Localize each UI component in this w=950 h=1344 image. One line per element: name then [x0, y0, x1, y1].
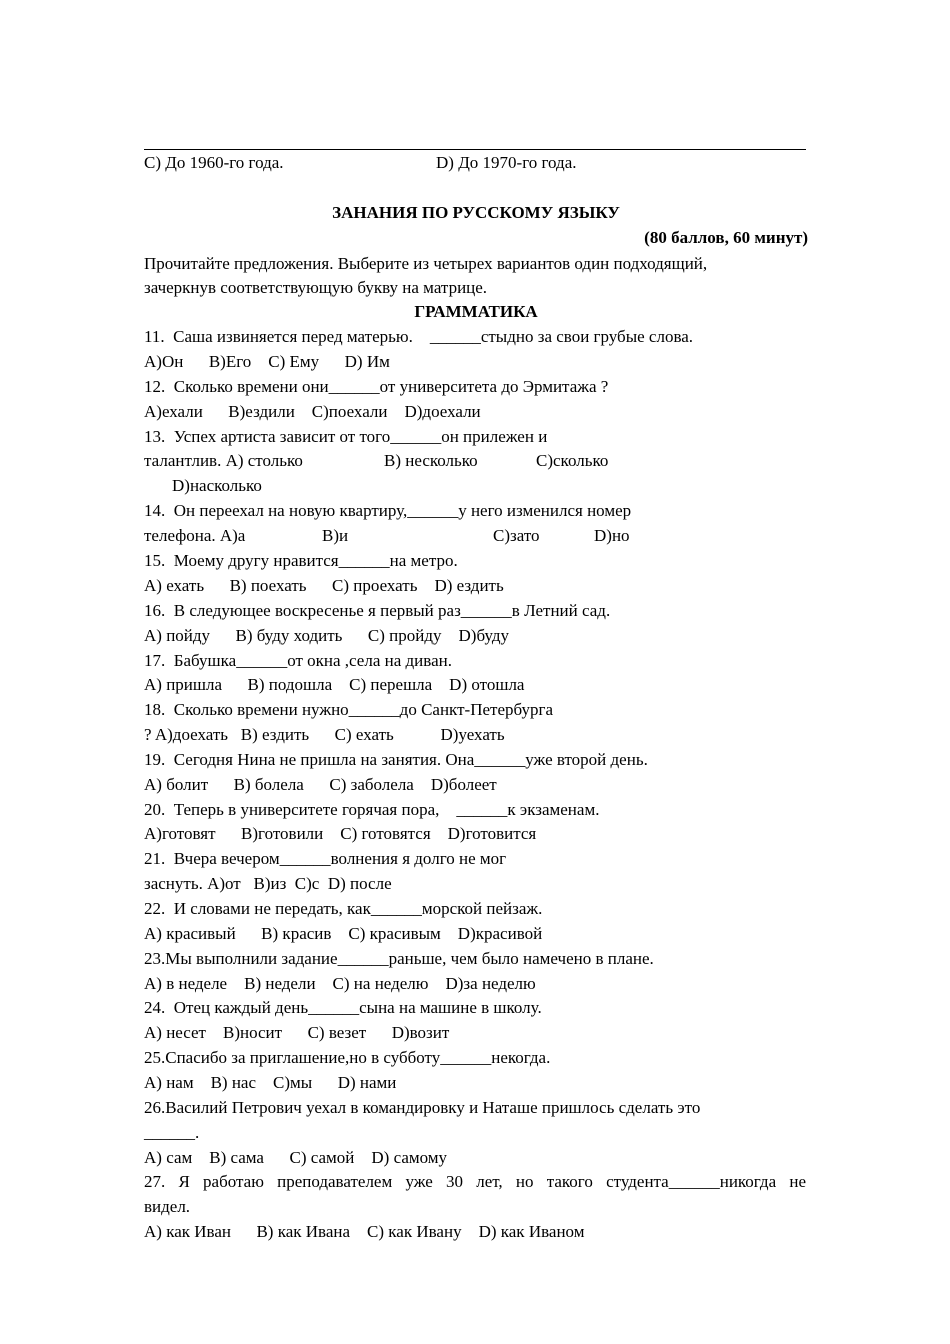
answers-27: A) как Иван B) как Ивана C) как Ивану D) как Иваном	[144, 1222, 585, 1241]
question-26: 26.Василий Петрович уехал в командировку и Наташе пришлось сделать это	[144, 1098, 701, 1117]
question-19: 19. Сегодня Нина не пришла на занятия. Она______уже второй день.	[144, 750, 648, 769]
question-12: 12. Сколько времени они______от университета до Эрмитажа ?	[144, 377, 609, 396]
answers-24: A) несет B)носит C) везет D)возит	[144, 1023, 450, 1042]
question-15: 15. Моему другу нравится______на метро.	[144, 551, 458, 570]
answers-18: ? A)доехать B) ездить C) ехать D)уехать	[144, 725, 505, 744]
prev-option-d: D) До 1970-го года.	[436, 153, 577, 172]
document-page	[144, 0, 808, 1344]
answers-17: A) пришла B) подошла C) перешла D) отошла	[144, 675, 525, 694]
question-24: 24. Отец каждый день______сына на машине в школу.	[144, 998, 542, 1017]
question-17: 17. Бабушка______от окна ,села на диван.	[144, 651, 452, 670]
question-22: 22. И словами не передать, как______морской пейзаж.	[144, 899, 543, 918]
question-23: 23.Мы выполнили задание______раньше, чем было намечено в плане.	[144, 949, 654, 968]
answer-14-a: телефона. A)а	[144, 526, 246, 545]
question-25: 25.Спасибо за приглашение,но в субботу______некогда.	[144, 1048, 551, 1067]
answers-19: A) болит B) болела C) заболела D)болеет	[144, 775, 497, 794]
instruction-line-2: зачеркнув соответствующую букву на матрице.	[144, 278, 488, 297]
section-title: ГРАММАТИКА	[414, 302, 538, 321]
question-16: 16. В следующее воскресенье я первый раз______в Летний сад.	[144, 601, 611, 620]
answer-13-a: талантлив. A) столько	[144, 451, 303, 470]
separator-line	[144, 149, 806, 150]
answer-13-b: B) несколько	[384, 451, 478, 470]
question-11: 11. Саша извиняется перед матерью. ______стыдно за свои грубые слова.	[144, 327, 694, 346]
answer-13-d: D)насколько	[172, 476, 262, 495]
answers-21: заснуть. A)от B)из C)с D) после	[144, 874, 392, 893]
answers-26: A) сам B) сама C) самой D) самому	[144, 1148, 448, 1167]
answer-14-b: B)и	[322, 526, 349, 545]
question-27: 27. Я работаю преподавателем уже 30 лет, но такого студента______никогда не	[144, 1172, 806, 1191]
answer-13-c: C)сколько	[536, 451, 609, 470]
answer-14-c: C)зато	[493, 526, 540, 545]
points-note: (80 баллов, 60 минут)	[644, 228, 808, 247]
answers-11: A)Он B)Его C) Ему D) Им	[144, 352, 390, 371]
answers-22: A) красивый B) красив C) красивым D)красивой	[144, 924, 543, 943]
question-21: 21. Вчера вечером______волнения я долго не мог	[144, 849, 507, 868]
question-27-cont: видел.	[144, 1197, 191, 1216]
question-18: 18. Сколько времени нужно______до Санкт-Петербурга	[144, 700, 554, 719]
question-26-blank: ______.	[144, 1123, 200, 1142]
question-20: 20. Теперь в университете горячая пора, ______к экзаменам.	[144, 800, 600, 819]
answers-15: A) ехать B) поехать C) проехать D) ездить	[144, 576, 504, 595]
page-title: ЗАНАНИЯ ПО РУССКОМУ ЯЗЫКУ	[332, 203, 620, 222]
answer-14-d: D)но	[594, 526, 630, 545]
answers-16: A) пойду B) буду ходить C) пройду D)буду	[144, 626, 510, 645]
question-13: 13. Успех артиста зависит от того______он прилежен и	[144, 427, 548, 446]
instruction-line-1: Прочитайте предложения. Выберите из четырех вариантов один подходящий,	[144, 254, 708, 273]
prev-option-c: C) До 1960-го года.	[144, 153, 284, 172]
answers-25: A) нам B) нас C)мы D) нами	[144, 1073, 397, 1092]
answers-23: A) в неделе B) недели C) на неделю D)за неделю	[144, 974, 536, 993]
question-14: 14. Он переехал на новую квартиру,______у него изменился номер	[144, 501, 632, 520]
answers-20: A)готовят B)готовили C) готовятся D)готовится	[144, 824, 537, 843]
answers-12: A)ехали B)ездили C)поехали D)доехали	[144, 402, 481, 421]
